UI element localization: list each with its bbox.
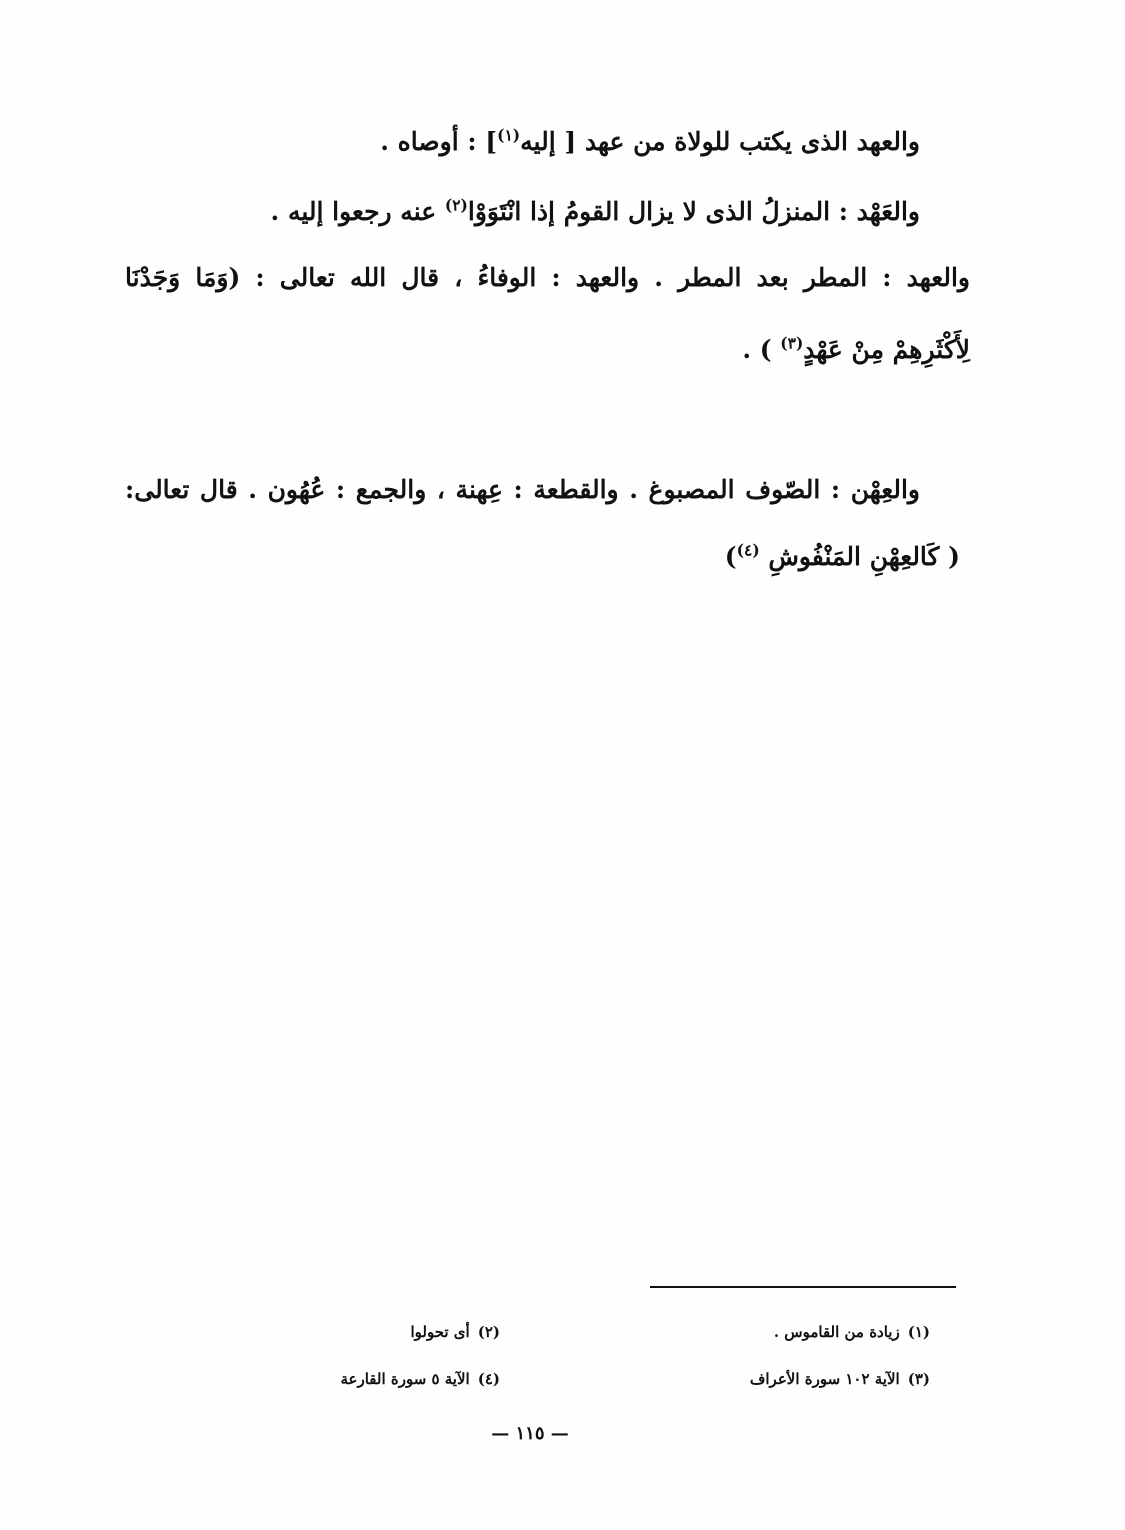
page-number: — ١١٥ —: [491, 1423, 569, 1444]
footnote-ref-2: (٢): [444, 195, 468, 215]
footnote-separator: [650, 1286, 956, 1288]
line-4-head: لِأَكْثَرِهِمْ مِنْ عَهْدٍ: [803, 335, 970, 364]
footnote-ref-3: (٣): [780, 333, 804, 353]
footnote-2-number: (٢): [477, 1323, 500, 1341]
line-1-text: والعهد الذى يكتب للولاة من عهد [ إليه: [520, 127, 920, 156]
line-2-tail: عنه رجعوا إليه .: [270, 197, 445, 226]
body-line-2: [125, 192, 920, 232]
footnote-2: [240, 1320, 500, 1344]
footnote-3-text: الآية ١٠٢ سورة الأعراف: [749, 1370, 900, 1388]
line-6-head: ( كَالعِهْنِ المَنْفُوشِ: [759, 542, 960, 571]
footnote-4: [240, 1367, 500, 1391]
footnote-1-number: (١): [907, 1323, 930, 1341]
footnote-2-text: أى تحولوا: [410, 1323, 470, 1341]
body-line-4: [600, 330, 970, 370]
footnote-1: [600, 1320, 930, 1344]
line-6-tail: ): [724, 542, 737, 571]
footnote-4-text: الآية ٥ سورة القارعة: [340, 1370, 470, 1388]
body-line-5: والعِهْن : الصّوف المصبوغ . والقطعة : عِهنة ، والجمع : عُهُون . قال تعالى:: [125, 475, 920, 504]
line-1-tail: ] : أوصاه .: [380, 127, 498, 156]
footnote-3: [600, 1367, 930, 1391]
footnote-3-number: (٣): [907, 1370, 930, 1388]
footnote-ref-4: (٤): [736, 540, 760, 560]
footnote-4-number: (٤): [477, 1370, 500, 1388]
footnote-ref-1: (١): [497, 125, 521, 145]
body-line-3: والعهد : المطر بعد المطر . والعهد : الوفاءُ ، قال الله تعالى : (وَمَا وَجَدْنَا: [125, 263, 970, 292]
footnote-1-text: زيادة من القاموس .: [773, 1323, 900, 1341]
body-line-1: [215, 122, 920, 162]
line-4-tail: ) .: [742, 335, 781, 364]
line-2-head: والعَهْد : المنزلُ الذى لا يزال القومُ إذا انْتَوَوْا: [467, 197, 920, 226]
body-line-6: [610, 537, 960, 577]
